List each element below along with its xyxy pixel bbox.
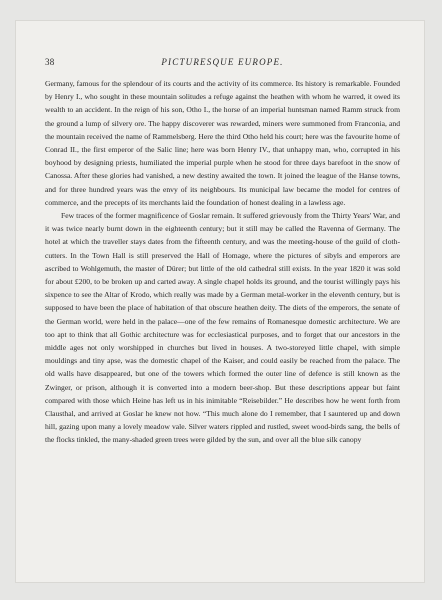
page-number: 38: [45, 57, 55, 67]
book-page: [16, 21, 424, 582]
paragraph-2: Few traces of the former magnificence of Goslar remain. It suffered grievously from the Thirty Years' War, and it was twice nearly burnt down in the eighteenth century; but it still may be called the Ravenna of Germany. The hotel at which the traveller stays dates from the fifteenth century, and was the meeting-house of the guild of cloth-cutters. In the Town Hall is still preserved the Hall of Homage, where the pictures of sibyls and emperors are ascribed to Wohlgemuth, the master of Dürer; but little of the old cathedral still exists. In the year 1820 it was sold for about £200, to be broken up and carted away. A single chapel holds its ground, and the tourist willingly pays his sixpence to see the Altar of Krodo, which really was made by a German metal-worker in the eleventh century, but is supposed to have been the place of habitation of that obscure heathen deity. The diets of the emperors, the senate of the German world, were held in the palace—one of the few remains of Romanesque domestic architecture. We are too apt to think that all Gothic architecture was for ecclesiastical purposes, and to forget that our ancestors in the middle ages not only worshipped in churches but lived in houses. A two-storeyed little chapel, with simple mouldings and tiny apse, was the domestic chapel of the Kaiser, and could easily be reached from the palace. The old walls have disappeared, but one of the towers which formed the outer line of defence is still known as the Zwinger, or prison, although it is converted into a modern beer-shop. But these descriptions appear but faint compared with those which Heine has left us in his inimitable “Reisebilder.” He describes how he went forth from Clausthal, and arrived at Goslar he knew not how. “This much alone do I remember, that I sauntered up and down hill, gazing upon many a lovely meadow vale. Silver waters rippled and rustled, sweet wood-birds sang, the bells of the flocks tinkled, the many-shaded green trees were gilded by the sun, and over all the blue silk canopy: [45, 211, 400, 445]
running-title: PICTURESQUE EUROPE.: [161, 57, 284, 67]
running-head: [45, 57, 400, 71]
paragraph-1: Germany, famous for the splendour of its courts and the activity of its commerce. Its history is remarkable. Founded by Henry I., who sought in these mountain solitudes a refuge against the heathen with whom he warred, it owed its wealth to an accident. In the reign of his son, Otho I., the horse of an imperial huntsman named Ramm struck from the ground a lump of silvery ore. The happy discoverer was rewarded, miners were summoned from Franconia, and the mountain received the name of Rammelsberg. Here the third Otho held his court; here was the favourite home of Conrad II., the first emperor of the Salic line; here was born Henry IV., that unhappy man, who, corrupted in his boyhood by designing priests, humiliated the imperial purple when he stood for three days barefoot in the snow of Canossa. After these glories had vanished, a new destiny awaited the town. It joined the league of the Hanse towns, and for three hundred years was the envy of its neighbours. Its municipal law became the model for centres of commerce, and the precepts of its merchants laid the foundation of honest dealing in a lawless age.: [45, 79, 400, 207]
body-text: [45, 77, 400, 447]
